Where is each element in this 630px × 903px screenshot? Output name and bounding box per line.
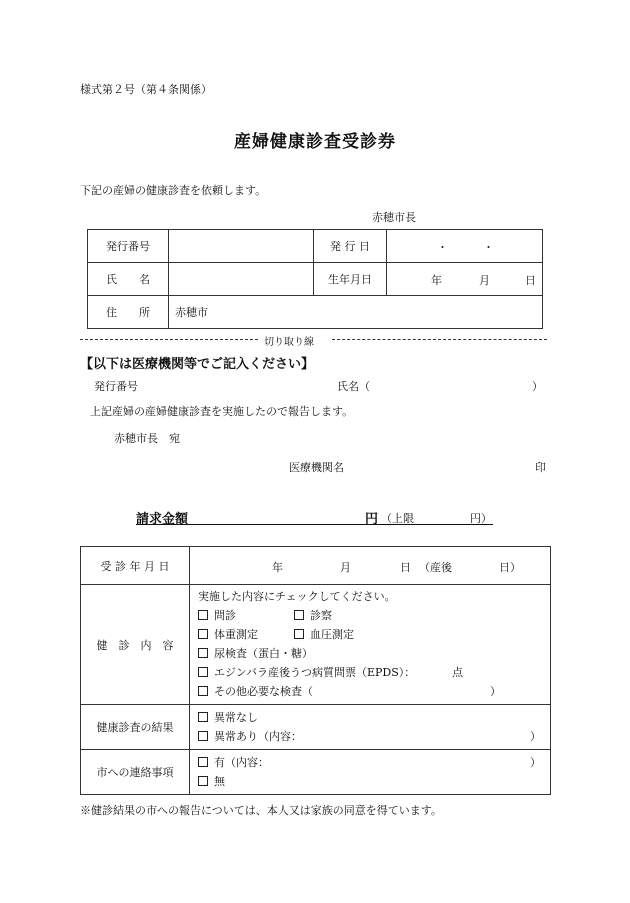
name-field[interactable] — [169, 263, 314, 296]
check-bp[interactable]: 血圧測定 — [294, 625, 354, 644]
check-row-5 — [198, 682, 550, 701]
billing-cap-yen: 円） — [470, 512, 492, 525]
date-dot-1: ・ — [437, 241, 448, 254]
result-label: 健康診査の結果 — [81, 705, 190, 750]
contact-label: 市への連絡事項 — [81, 750, 190, 795]
billing-amount-line[interactable] — [136, 508, 493, 525]
checkbox-icon[interactable] — [198, 629, 208, 639]
dob-label: 生年月日 — [314, 263, 387, 296]
billing-amount-label: 請求金額 — [136, 512, 189, 527]
dob-day-label: 日 — [525, 274, 536, 287]
billing-cap-label: （上限 — [381, 512, 414, 525]
dob-year-label: 年 — [431, 274, 442, 287]
name-label: 氏 名 — [88, 263, 169, 296]
billing-yen-label: 円 — [365, 512, 379, 527]
visit-date-label: 受 診 年 月 日 — [81, 547, 190, 585]
dob-field[interactable] — [387, 263, 543, 296]
address-label: 住 所 — [88, 296, 169, 329]
contact-cell — [190, 750, 551, 795]
other-close: ） — [490, 685, 501, 698]
visit-year-label: 年 — [272, 561, 283, 574]
issue-number-label: 発行番号 — [88, 230, 169, 263]
cut-line-label: 切り取り線 — [264, 337, 314, 348]
postpartum-close: 日） — [499, 561, 521, 574]
date-dot-2: ・ — [483, 241, 494, 254]
addressee: 赤穂市長 宛 — [114, 432, 180, 445]
contact-yes-close: ） — [530, 756, 541, 769]
intro-text: 下記の産婦の健康診査を依頼します。 — [80, 184, 267, 197]
medical-section-header: 【以下は医療機関等でご記入ください】 — [80, 357, 315, 372]
result-normal[interactable]: 異常なし — [198, 708, 550, 727]
check-urine[interactable]: 尿検査（蛋白・糖） — [198, 647, 313, 660]
checkbox-icon[interactable] — [198, 648, 208, 658]
checkbox-icon[interactable] — [198, 610, 208, 620]
issue-number-label-2: 発行番号 — [94, 380, 138, 393]
issue-number-field[interactable] — [169, 230, 314, 263]
seal-mark: 印 — [535, 461, 546, 474]
check-row-2 — [198, 625, 550, 644]
dob-month-label: 月 — [479, 274, 490, 287]
result-abnormal[interactable]: 異常あり（内容： ） — [198, 727, 550, 746]
check-epds[interactable]: エジンバラ産後うつ病質問票（EPDS）： — [198, 666, 415, 679]
check-other[interactable]: その他必要な検査（ — [198, 685, 313, 698]
checkbox-icon[interactable] — [198, 686, 208, 696]
consent-footnote: ※健診結果の市への報告については、本人又は家族の同意を得ています。 — [80, 804, 442, 817]
contact-yes[interactable]: 有（内容： ） — [198, 753, 550, 772]
address-field[interactable]: 赤穂市 — [169, 296, 543, 329]
checkup-results-table — [80, 546, 551, 795]
content-instruction: 実施した内容にチェックしてください。 — [198, 590, 396, 603]
issue-date-label: 発 行 日 — [314, 230, 387, 263]
check-interview[interactable]: 問診 — [198, 609, 236, 622]
check-row-1 — [198, 606, 550, 625]
result-cell — [190, 705, 551, 750]
visit-day-label: 日 — [400, 561, 411, 574]
checkbox-icon[interactable] — [198, 776, 208, 786]
visit-month-label: 月 — [340, 561, 351, 574]
epds-unit: 点 — [452, 666, 463, 679]
checkbox-icon[interactable] — [294, 629, 304, 639]
report-text: 上記産婦の産婦健康診査を実施したので報告します。 — [90, 405, 354, 418]
check-row-4 — [198, 663, 550, 682]
page-title: 産婦健康診査受診券 — [234, 132, 396, 152]
checkup-content-cell — [190, 585, 551, 705]
checkbox-icon[interactable] — [294, 610, 304, 620]
institution-name-label: 医療機関名 — [289, 461, 344, 474]
check-exam[interactable]: 診察 — [294, 606, 332, 625]
form-number: 様式第２号（第４条関係） — [80, 83, 212, 96]
issuer: 赤穂市長 — [372, 211, 416, 224]
cut-line — [80, 333, 547, 348]
visit-date-field[interactable] — [190, 547, 551, 585]
patient-name-close: ） — [532, 380, 543, 393]
patient-name-label: 氏名（ — [337, 380, 370, 393]
checkbox-icon[interactable] — [198, 712, 208, 722]
check-row-3 — [198, 644, 550, 663]
checkup-content-label: 健 診 内 容 — [81, 585, 190, 705]
checkbox-icon[interactable] — [198, 757, 208, 767]
contact-no[interactable]: 無 — [198, 772, 550, 791]
check-weight[interactable]: 体重測定 — [198, 628, 258, 641]
checkbox-icon[interactable] — [198, 731, 208, 741]
result-abnormal-close: ） — [530, 730, 541, 743]
checkbox-icon[interactable] — [198, 667, 208, 677]
voucher-table — [87, 229, 543, 329]
postpartum-label: （産後 — [419, 561, 452, 574]
issue-date-field[interactable] — [387, 230, 543, 263]
